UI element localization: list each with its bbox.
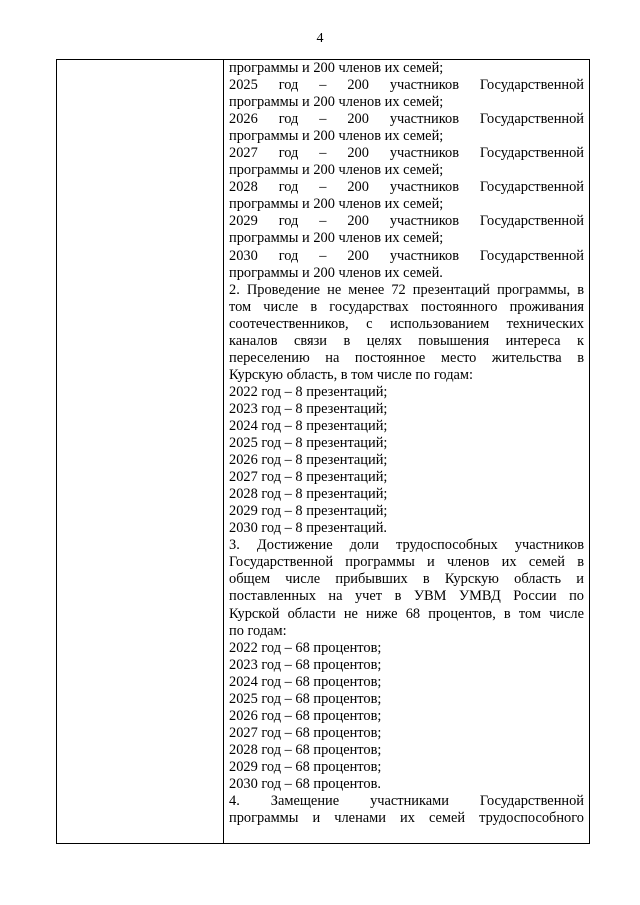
text-line: 2028 год – 8 презентаций; xyxy=(229,486,388,503)
text-line: 2027 год – 68 процентов; xyxy=(229,724,382,741)
text-line: 2. Проведение не менее 72 презентаций программы, в xyxy=(229,281,584,298)
text-line: 2028 год – 68 процентов; xyxy=(229,741,382,758)
text-line: 2023 год – 68 процентов; xyxy=(229,656,382,673)
text-line: 2030 год – 68 процентов. xyxy=(229,775,381,792)
text-line: 2028 год – 200 участников Государственной xyxy=(229,179,584,196)
table-right-column xyxy=(229,60,584,827)
text-line: том числе в государствах постоянного проживания xyxy=(229,298,584,315)
text-line: 2027 год – 200 участников Государственной xyxy=(229,145,584,162)
text-line: 4. Замещение участниками Государственной xyxy=(229,793,584,810)
text-line: Государственной программы и членов их семей в xyxy=(229,554,584,571)
text-line: Курской области не ниже 68 процентов, в том числе xyxy=(229,605,584,622)
text-line: 2025 год – 200 участников Государственной xyxy=(229,77,584,94)
text-line: поставленных на учет в УВМ УМВД России по xyxy=(229,588,584,605)
text-line: программы и 200 членов их семей; xyxy=(229,162,444,179)
text-line: программы и 200 членов их семей; xyxy=(229,94,444,111)
text-line: 2029 год – 200 участников Государственной xyxy=(229,213,584,230)
text-line: каналов связи в целях повышения интереса к xyxy=(229,332,584,349)
text-line: 2029 год – 8 презентаций; xyxy=(229,503,388,520)
text-line: 2026 год – 8 презентаций; xyxy=(229,452,388,469)
text-line: соотечественников, с использованием технических xyxy=(229,315,584,332)
text-line: программы и 200 членов их семей; xyxy=(229,128,444,145)
text-line: переселению на постоянное место жительства в xyxy=(229,349,584,366)
text-line: 2026 год – 68 процентов; xyxy=(229,707,382,724)
text-line: общем числе прибывших в Курскую область и xyxy=(229,571,584,588)
text-line: 2027 год – 8 презентаций; xyxy=(229,469,388,486)
page-number: 4 xyxy=(316,31,324,46)
text-line: 2023 год – 8 презентаций; xyxy=(229,400,388,417)
text-line: 2022 год – 8 презентаций; xyxy=(229,383,388,400)
text-line: 2025 год – 8 презентаций; xyxy=(229,435,388,452)
text-line: 2024 год – 68 процентов; xyxy=(229,673,382,690)
text-line: 2024 год – 8 презентаций; xyxy=(229,417,388,434)
text-line: по годам: xyxy=(229,622,287,639)
text-line: программы и 200 членов их семей. xyxy=(229,264,443,281)
text-line: программы и 200 членов их семей; xyxy=(229,60,444,76)
text-line: программы и 200 членов их семей; xyxy=(229,196,444,213)
text-line: 2026 год – 200 участников Государственной xyxy=(229,111,584,128)
text-line: Курскую область, в том числе по годам: xyxy=(229,366,474,383)
text-line: 2030 год – 200 участников Государственной xyxy=(229,247,584,264)
text-line: программы и 200 членов их семей; xyxy=(229,230,444,247)
document-table xyxy=(56,59,590,844)
text-line: 2029 год – 68 процентов; xyxy=(229,758,382,775)
text-line: 2022 год – 68 процентов; xyxy=(229,639,382,656)
text-line: 3. Достижение доли трудоспособных участников xyxy=(229,537,584,554)
text-line: 2030 год – 8 презентаций. xyxy=(229,520,387,537)
table-left-column xyxy=(57,60,224,843)
text-line: программы и членами их семей трудоспособного xyxy=(229,810,584,827)
text-line: 2025 год – 68 процентов; xyxy=(229,690,382,707)
